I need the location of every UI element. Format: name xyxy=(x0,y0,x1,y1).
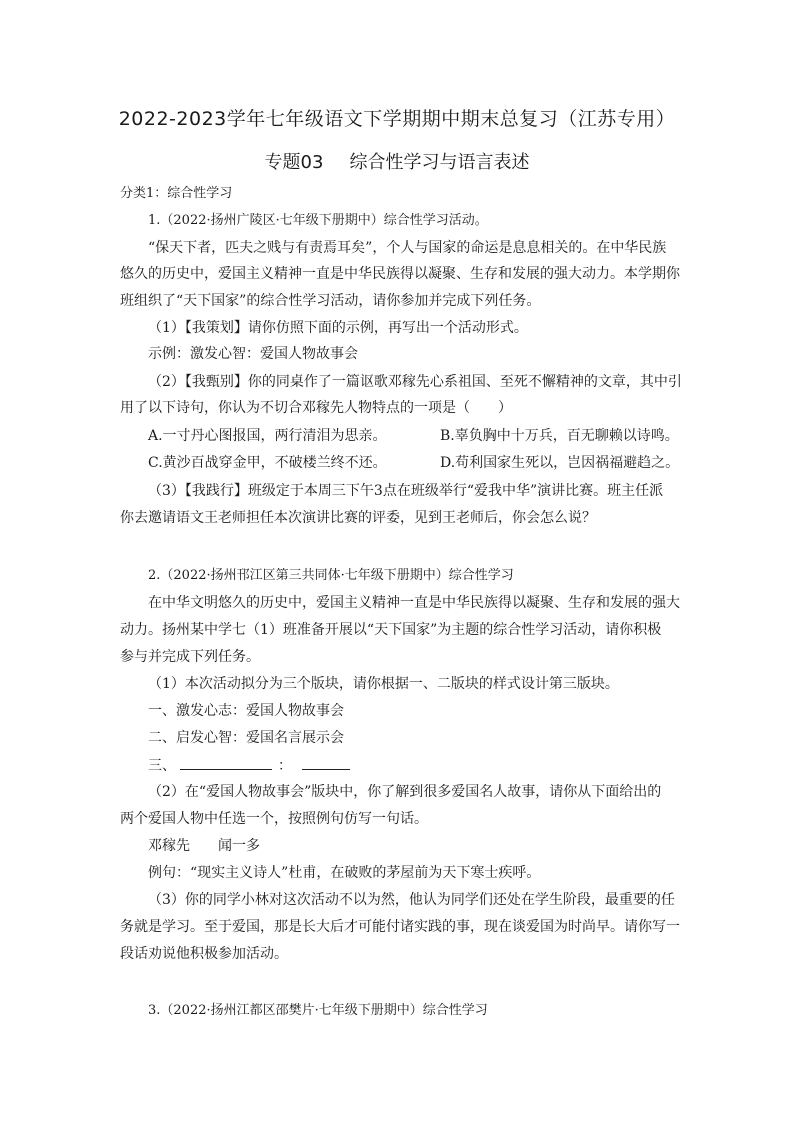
q2-task-3-line-1: （3）你的同学小林对这次活动不以为然，他认为同学们还处在学生阶段，最重要的任 xyxy=(148,892,675,908)
q2-para-line-3: 参与并完成下列任务。 xyxy=(120,649,260,665)
q1-para-line-1: “保天下者，匹夫之贱与有责焉耳矣”，个人与国家的命运是息息相关的。在中华民族 xyxy=(148,240,667,256)
q2-item-3 xyxy=(148,755,350,776)
q2-task-2-line-2: 两个爱国人物中任选一个，按照例句仿写一句话。 xyxy=(120,811,428,827)
q2-task-3-line-3: 段话劝说他积极参加活动。 xyxy=(120,946,288,962)
q1-header: 1.（2022·扬州广陵区·七年级下册期中）综合性学习活动。 xyxy=(148,213,488,228)
q1-para-line-3: 班组织了“天下国家”的综合性学习活动，请你参加并完成下列任务。 xyxy=(120,293,541,309)
q1-option-b: B.辜负胸中十万兵，百无聊赖以诗鸣。 xyxy=(440,428,679,444)
q2-para-line-1: 在中华文明悠久的历史中，爱国主义精神一直是中华民族得以凝聚、生存和发展的强大 xyxy=(148,595,680,611)
q1-option-c: C.黄沙百战穿金甲，不破楼兰终不还。 xyxy=(148,455,387,471)
q1-example: 示例：激发心智：爱国人物故事会 xyxy=(148,346,358,362)
q2-item-3-prefix: 三、 xyxy=(148,758,176,774)
q2-para-line-2: 动力。扬州某中学七（1）班准备开展以“天下国家”为主题的综合性学习活动，请你积极 xyxy=(120,622,662,638)
category-label: 分类1：综合性学习 xyxy=(120,186,233,201)
q1-task-2-line-2: 用了以下诗句，你认为不切合邓稼先人物特点的一项是（ ） xyxy=(120,400,512,416)
q2-item-3-colon: ： xyxy=(278,758,292,774)
q2-names: 邓稼先 闻一多 xyxy=(148,838,260,854)
q1-task-3-line-1: （3）【我践行】班级定于本周三下午3点在班级举行“爱我中华”演讲比赛。班主任派 xyxy=(148,483,664,499)
q1-task-3-line-2: 你去邀请语文王老师担任本次演讲比赛的评委，见到王老师后，你会怎么说？ xyxy=(120,510,596,526)
q2-task-3-line-2: 务就是学习。至于爱国，那是长大后才可能付诸实践的事，现在谈爱国为时尚早。请你写一 xyxy=(120,919,680,935)
q1-option-d: D.苟利国家生死以，岂因祸福避趋之。 xyxy=(440,455,680,471)
q1-para-line-2: 悠久的历史中，爱国主义精神一直是中华民族得以凝聚、生存和发展的强大动力。本学期你 xyxy=(120,266,680,282)
document-title: 2022-2023学年七年级语文下学期期中期末总复习（江苏专用） xyxy=(118,108,676,130)
section-subtitle xyxy=(0,148,794,174)
answer-blank-activity[interactable] xyxy=(302,755,350,770)
section-topic: 综合性学习与语言表述 xyxy=(349,152,530,173)
q1-task-1: （1）【我策划】请你仿照下面的示例，再写出一个活动形式。 xyxy=(148,320,528,336)
q2-item-2: 二、启发心智：爱国名言展示会 xyxy=(148,730,344,746)
q2-example: 例句：“现实主义诗人”杜甫，在破败的茅屋前为天下寒士疾呼。 xyxy=(148,865,541,881)
q1-task-2-line-1: （2）【我甄别】你的同桌作了一篇讴歌邓稼先心系祖国、至死不懈精神的文章，其中引 xyxy=(148,374,682,390)
q3-header: 3.（2022·扬州江都区邵樊片·七年级下册期中）综合性学习 xyxy=(148,1003,488,1018)
answer-blank-title[interactable] xyxy=(180,755,272,770)
q1-option-a: A.一寸丹心图报国，两行清泪为思亲。 xyxy=(148,428,387,444)
q2-header: 2.（2022·扬州邗江区第三共同体·七年级下册期中）综合性学习 xyxy=(148,568,514,583)
q2-task-1: （1）本次活动拟分为三个版块，请你根据一、二版块的样式设计第三版块。 xyxy=(148,676,619,692)
q2-item-1: 一、激发心志：爱国人物故事会 xyxy=(148,703,344,719)
q2-task-2-line-1: （2）在“爱国人物故事会”版块中，你了解到很多爱国名人故事，请你从下面给出的 xyxy=(148,784,662,800)
section-number: 专题03 xyxy=(264,152,324,173)
